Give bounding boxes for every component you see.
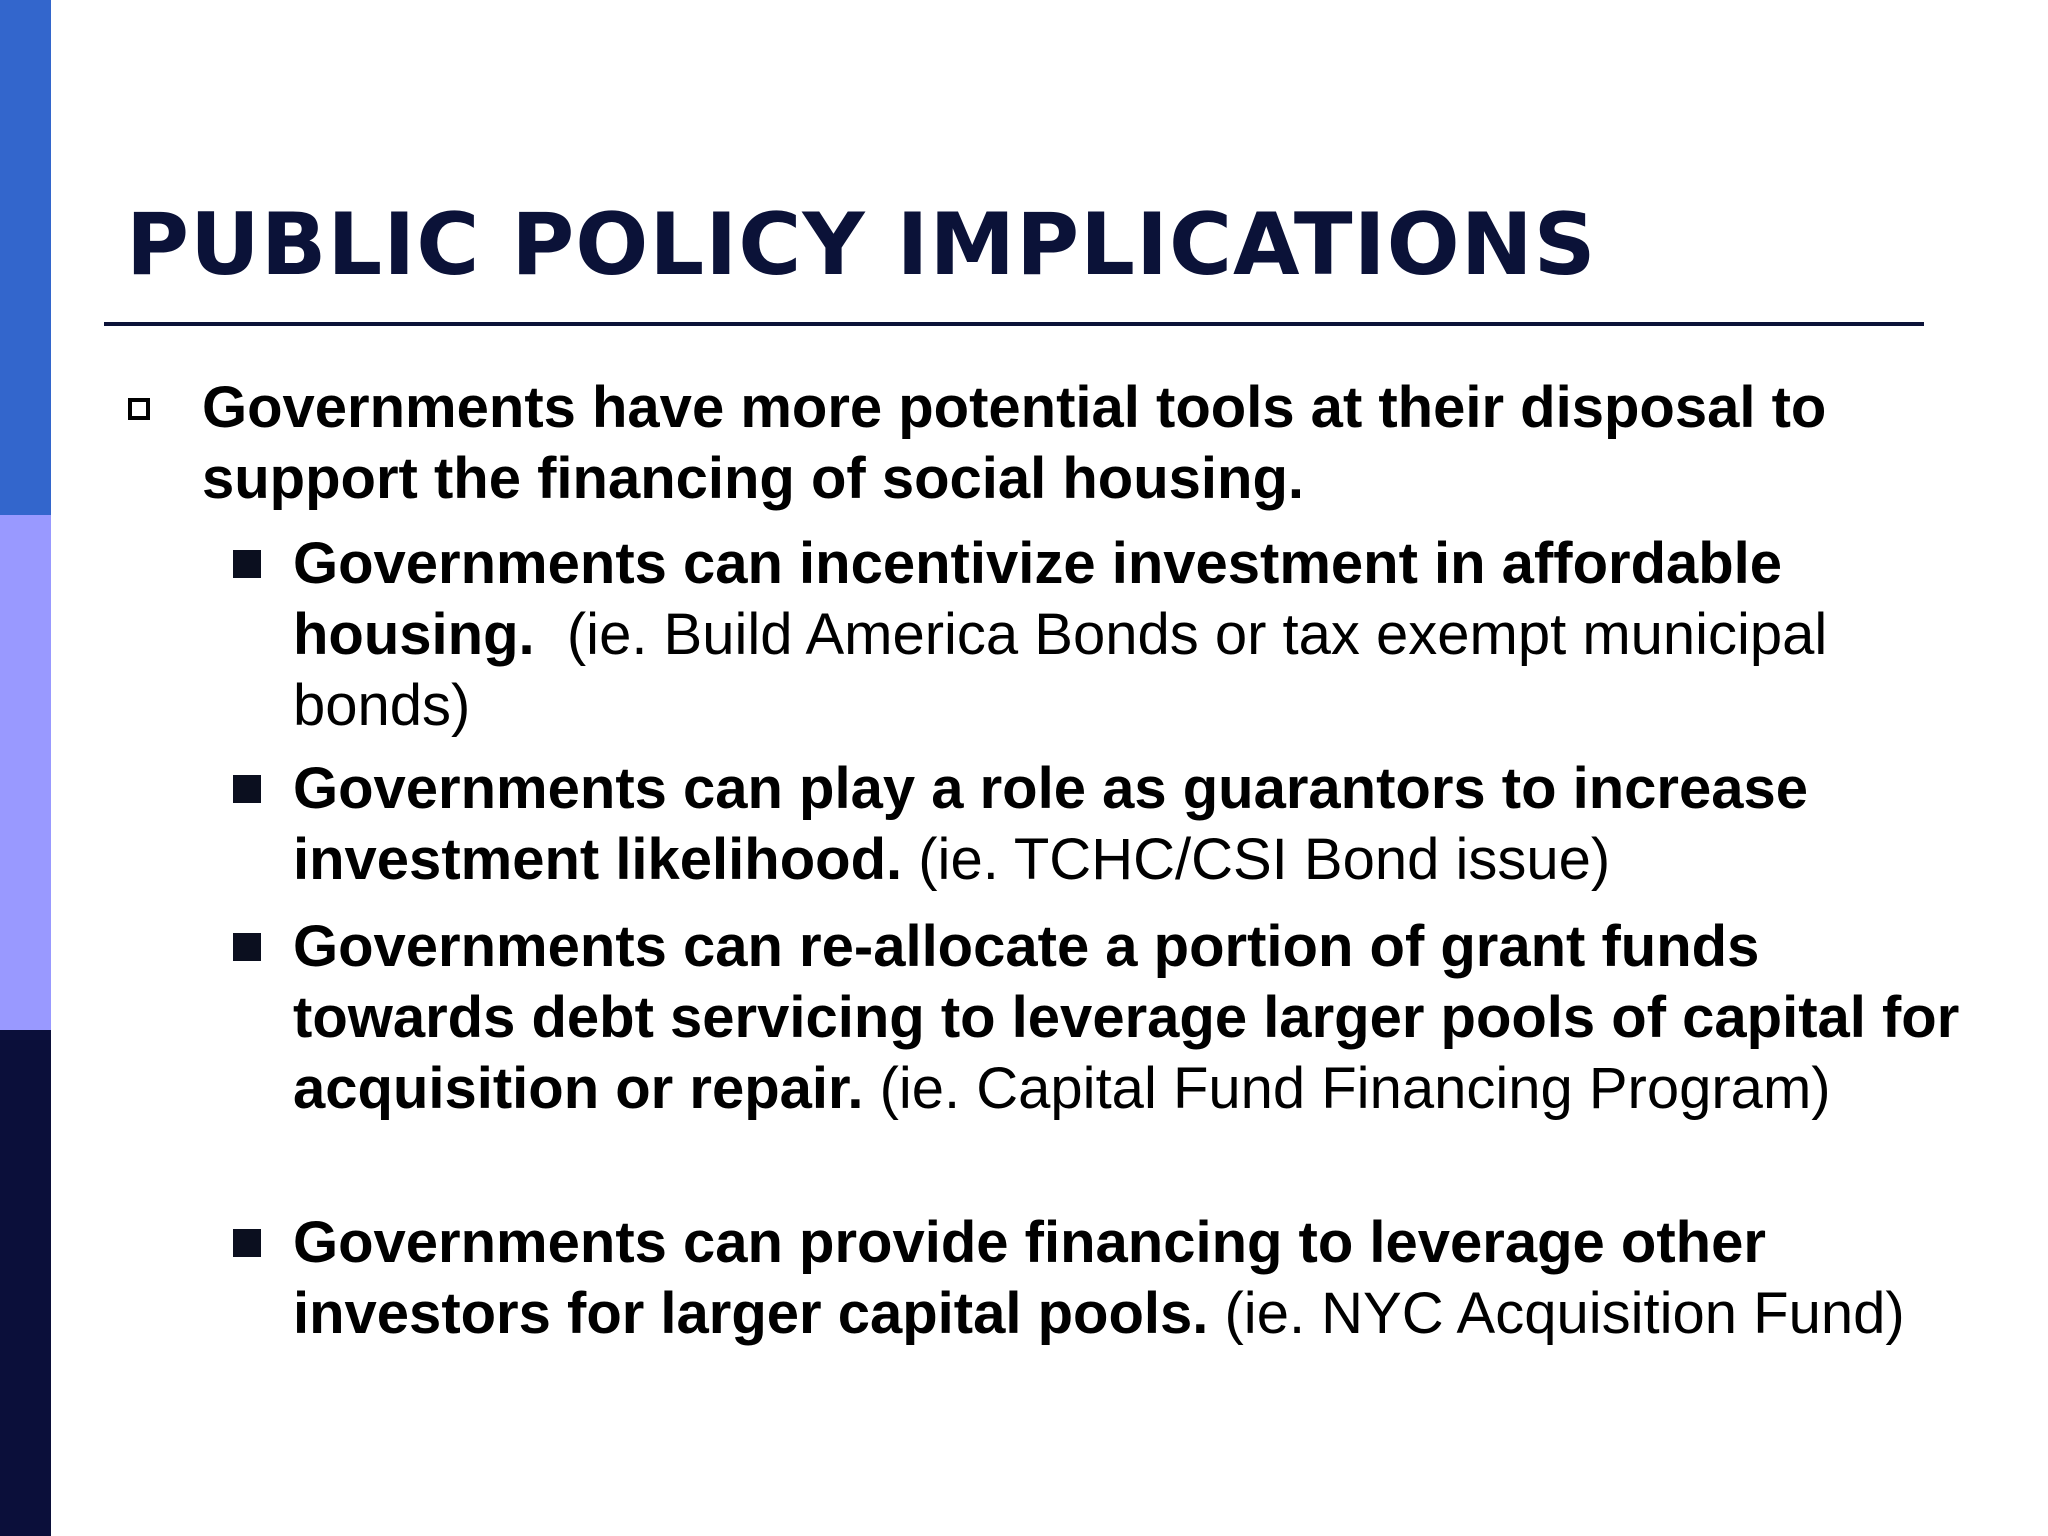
sub-point-example-text: (ie. NYC Acquisition Fund): [1208, 1281, 1905, 1346]
title-divider: [104, 322, 1924, 326]
sub-point-text: [293, 753, 1973, 895]
sub-point-text: [293, 528, 1973, 741]
sub-point-text: [293, 1207, 1973, 1349]
sub-point-example-text: (ie. Build America Bonds or tax exempt municipal bonds): [293, 602, 1844, 738]
sub-point-example-text: (ie. TCHC/CSI Bond issue): [902, 827, 1611, 892]
square-bullet-icon: [233, 775, 261, 803]
sub-point-example-text: (ie. Capital Fund Financing Program): [863, 1056, 1831, 1121]
main-point-text: Governments have more potential tools at their disposal to support the financing of social housing.: [202, 375, 1827, 511]
sub-point-bold-text: Governments can play a role as guarantors to increase investment likelihood.: [293, 756, 1809, 892]
square-bullet-icon: [233, 933, 261, 961]
sub-point-text: [293, 911, 1973, 1124]
square-bullet-icon: [233, 550, 261, 578]
hollow-square-bullet-icon: [128, 398, 150, 420]
sub-point-bold-text: Governments can incentivize investment in affordable housing.: [293, 531, 1783, 667]
sub-point-bold-text: Governments can provide financing to leverage other investors for larger capital pools.: [293, 1210, 1766, 1346]
square-bullet-icon: [233, 1229, 261, 1257]
slide-title: PUBLIC POLICY IMPLICATIONS: [126, 195, 1597, 295]
side-bar-segment-middle: [0, 515, 51, 1030]
sub-point-bold-text: Governments can re-allocate a portion of grant funds towards debt servicing to leverage larger pools of capital for acquisition or repair.: [293, 914, 1960, 1121]
side-bar-segment-top: [0, 0, 51, 515]
side-accent-bar: [0, 0, 51, 1536]
side-bar-segment-bottom: [0, 1030, 51, 1536]
